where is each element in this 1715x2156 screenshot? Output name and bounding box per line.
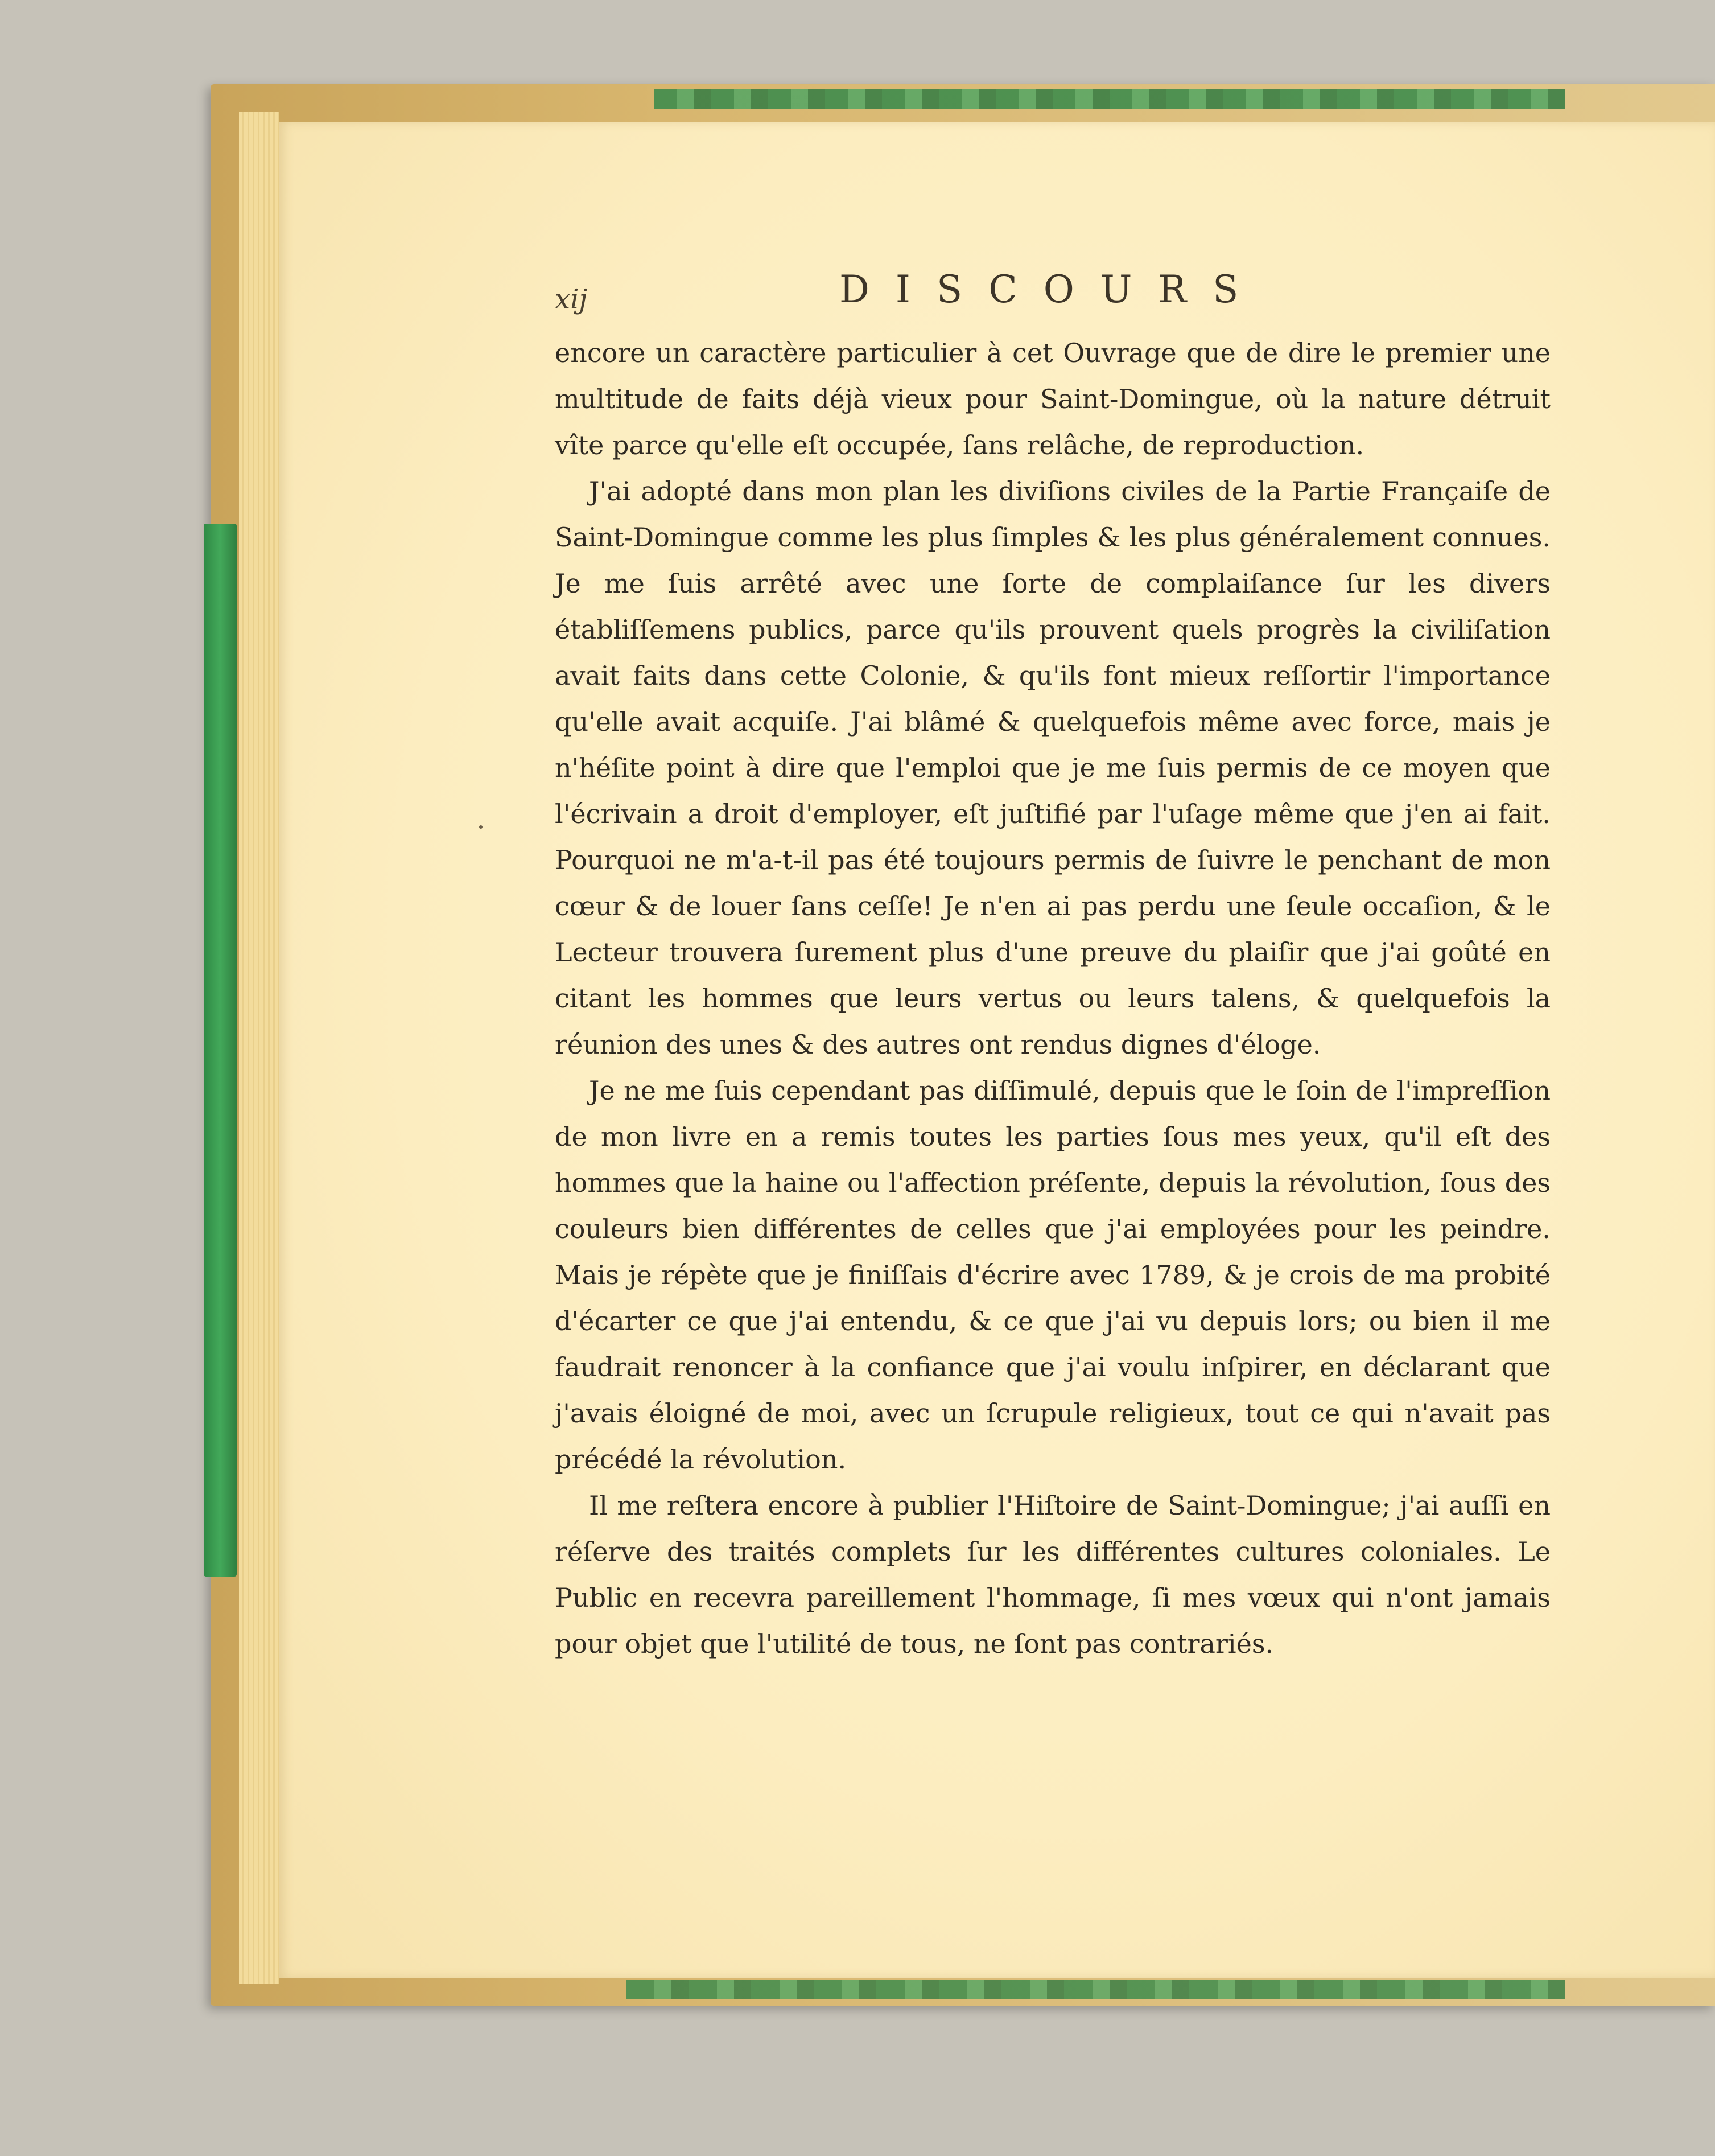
- page-number: xij: [555, 283, 588, 315]
- paragraph-3: Je ne me ſuis cependant pas diſſimulé, depuis que le ſoin de l'impreſſion de mon livre en a remis toutes les parties ſous mes yeux, qu'il eſt des hommes que la haine ou l'affection préſente, depuis la révolution, ſous des couleurs bien différentes de celles que j'ai employées pour les peindre. Mais je répète que je finiſſais d'écrire avec 1789, & je crois de ma probité d'écarter ce que j'ai entendu, & ce que j'ai vu depuis lors; ou bien il me faudrait renoncer à la confiance que j'ai voulu inſpirer, en déclarant que j'avais éloigné de moi, avec un ſcrupule religieux, tout ce qui n'avait pas précédé la révolution.: [555, 1075, 1551, 1475]
- paragraph-1: encore un caractère particulier à cet Ouvrage que de dire le premier une multitude de faits déjà vieux pour Saint-Domingue, où la nature détruit vîte parce qu'elle eſt occupée, ſans relâche, de reproduction.: [555, 338, 1551, 460]
- page-title: DISCOURS: [839, 268, 1265, 311]
- running-head: [555, 268, 1265, 324]
- spine-binding: [204, 524, 237, 1577]
- page-stack-edge: [239, 112, 279, 1984]
- cover-marbled-edge-bottom: [626, 1980, 1565, 1999]
- cover-marbled-edge-top: [654, 89, 1565, 109]
- margin-ink-dot: [479, 825, 483, 829]
- body-text: [555, 330, 1551, 1667]
- paragraph-4: Il me reſtera encore à publier l'Hiſtoire de Saint-Domingue; j'ai auſſi en réſerve des traités complets ſur les différentes cultures coloniales. Le Public en recevra pareillement l'hommage, ſi mes vœux qui n'ont jamais pour objet que l'utilité de tous, ne ſont pas contrariés.: [555, 1490, 1551, 1659]
- paragraph-2: J'ai adopté dans mon plan les diviſions civiles de la Partie Françaiſe de Saint-Domingue comme les plus ſimples & les plus généralement connues. Je me ſuis arrêté avec une ſorte de complaiſance ſur les divers établiſſemens publics, parce qu'ils prouvent quels progrès la civiliſation avait faits dans cette Colonie, & qu'ils font mieux reſſortir l'importance qu'elle avait acquiſe. J'ai blâmé & quelquefois même avec force, mais je n'héſite point à dire que l'emploi que je me ſuis permis de ce moyen que l'écrivain a droit d'employer, eſt juſtifié par l'uſage même que j'en ai fait. Pourquoi ne m'a-t-il pas été toujours permis de ſuivre le penchant de mon cœur & de louer ſans ceſſe! Je n'en ai pas perdu une ſeule occaſion, & le Lecteur trouvera ſurement plus d'une preuve du plaiſir que j'ai goûté en citant les hommes que leurs vertus ou leurs talens, & quelquefois la réunion des unes & des autres ont rendus dignes d'éloge.: [555, 476, 1551, 1060]
